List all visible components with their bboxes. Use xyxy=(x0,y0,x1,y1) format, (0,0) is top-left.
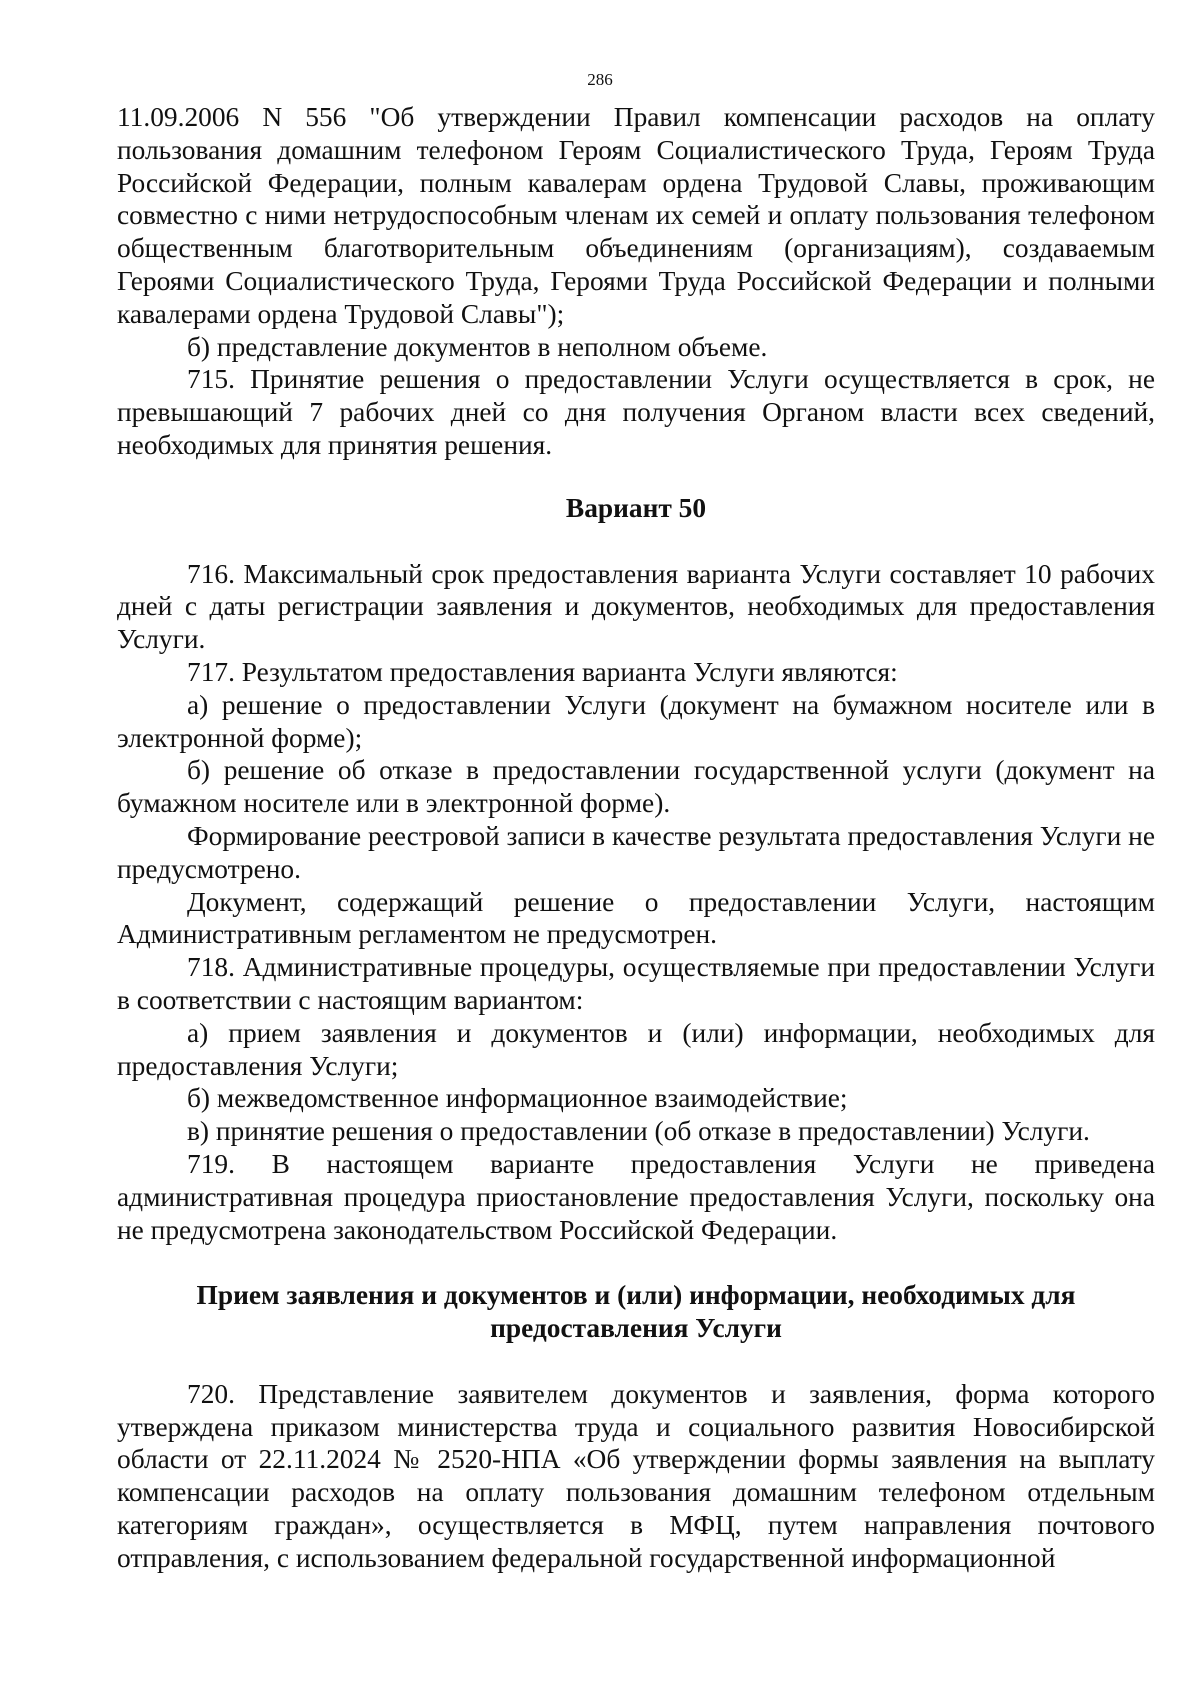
paragraph-718-v: в) принятие решения о предоставлении (об отказе в предоставлении) Услуги. xyxy=(187,1116,1090,1147)
paragraph-717-b: б) решение об отказе в предоставлении государственной услуги (документ на бумажном носителе или в электронной форме). xyxy=(117,755,1155,819)
application-intake-section xyxy=(117,1378,1155,1575)
section-heading-line-1: Прием заявления и документов и (или) информации, необходимых для xyxy=(196,1280,1076,1311)
paragraph-718-b: б) межведомственное информационное взаимодействие; xyxy=(187,1083,848,1114)
paragraph-718-a: а) прием заявления и документов и (или) информации, необходимых для предоставления Услуги; xyxy=(117,1017,1155,1081)
paragraph-718: 718. Административные процедуры, осуществляемые при предоставлении Услуги в соответствии с настоящим вариантом: xyxy=(117,952,1155,1015)
paragraph-715: 715. Принятие решения о предоставлении Услуги осуществляется в срок, не превышающий 7 рабочих дней со дня получения Органом власти всех сведений, необходимых для принятия решения. xyxy=(117,364,1155,460)
section-heading-variant-50: Вариант 50 xyxy=(565,492,707,523)
section-heading-line-2: предоставления Услуги xyxy=(490,1313,782,1344)
paragraph-717-a: а) решение о предоставлении Услуги (документ на бумажном носителе или в электронной форме); xyxy=(117,689,1155,753)
variant-50-section xyxy=(117,558,1155,1247)
paragraph-716: 716. Максимальный срок предоставления варианта Услуги составляет 10 рабочих дней с даты регистрации заявления и документов, необходимых для предоставления Услуги. xyxy=(117,558,1155,655)
document-body xyxy=(117,101,1155,1575)
paragraph-720: 720. Представление заявителем документов и заявления, форма которого утверждена приказом министерства труда и социального развития Новосибирской области от 22.11.2024 № 2520-НПА «Об утверждении формы заявления на выплату компенсации расходов на оплату пользования домашним телефоном отдельным категориям граждан», осуществляется в МФЦ, путем направления почтового отправления, с использованием федеральной государственной информационной xyxy=(117,1378,1155,1573)
paragraph-719: 719. В настоящем варианте предоставления Услуги не приведена административная процедура приостановление предоставления Услуги, поскольку она не предусмотрена законодательством Российской Федерации. xyxy=(117,1148,1155,1245)
paragraph-document-decision: Документ, содержащий решение о предоставлении Услуги, настоящим Административным регламентом не предусмотрен. xyxy=(117,886,1155,950)
paragraph-continuation: 11.09.2006 N 556 "Об утверждении Правил компенсации расходов на оплату пользования домашним телефоном Героям Социалистического Труда, Героям Труда Российской Федерации, полным кавалерам ордена Трудовой Славы, проживающим совместно с ними нетрудоспособным членам их семей и оплату пользования телефоном общественным благотворительным объединениям (организациям), создаваемым Героями Социалистического Труда, Героями Труда Российской Федерации и полными кавалерами ордена Трудовой Славы"); xyxy=(117,102,1155,329)
section-heading-application-intake xyxy=(117,1279,1155,1345)
paragraph-717: 717. Результатом предоставления варианта Услуги являются: xyxy=(187,656,898,687)
paragraph-registry-record: Формирование реестровой записи в качестве результата предоставления Услуги не предусмотрено. xyxy=(117,820,1155,884)
page-number: 286 xyxy=(587,70,613,89)
paragraph-item-b: б) представление документов в неполном объеме. xyxy=(187,331,768,362)
